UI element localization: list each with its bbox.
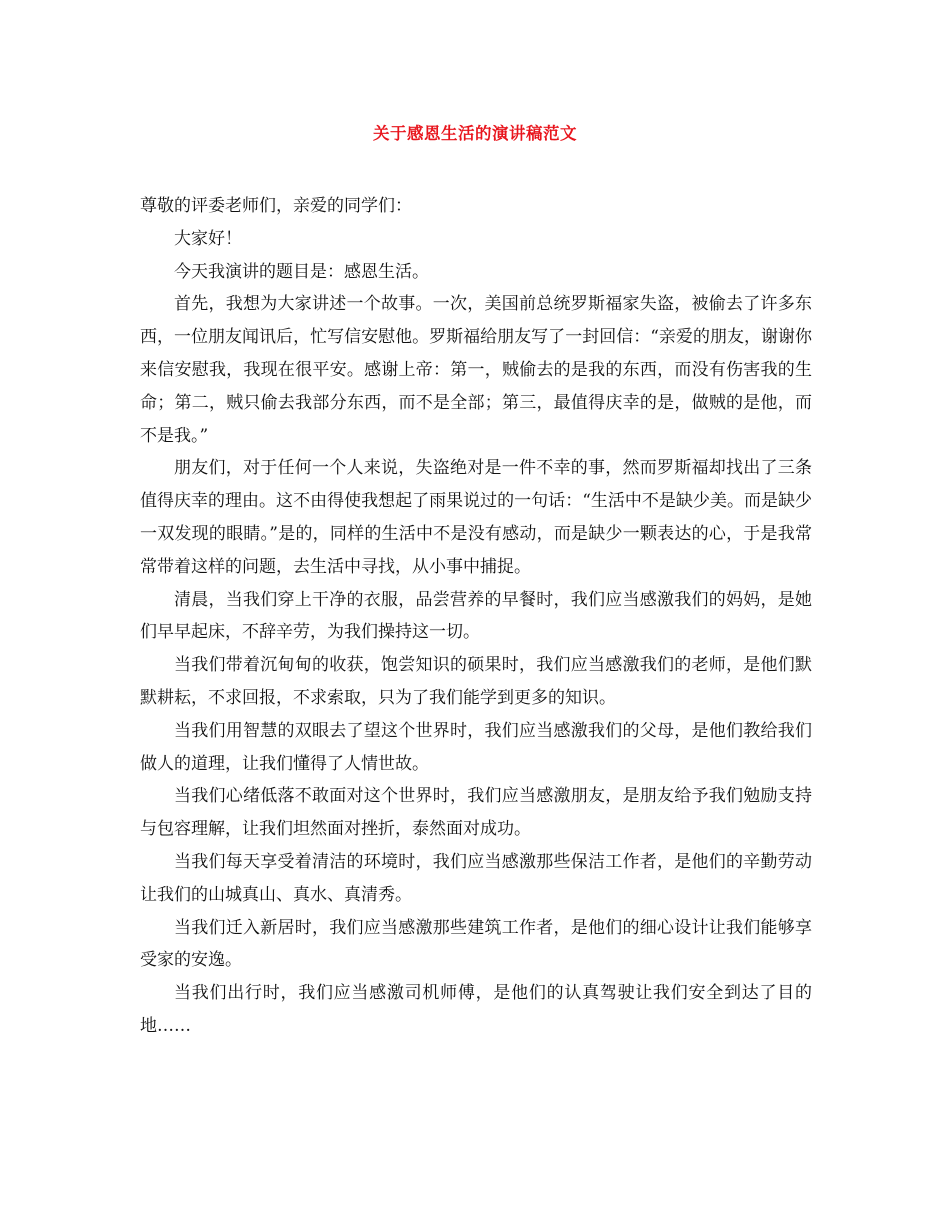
salutation: 尊敬的评委老师们，亲爱的同学们： [140, 196, 412, 216]
paragraph-drivers: 当我们出行时，我们应当感激司机师傅，是他们的认真驾驶让我们安全到达了目的地…… [140, 983, 812, 1036]
paragraph-topic: 今天我演讲的题目是：感恩生活。 [174, 261, 429, 282]
paragraph-parents: 当我们用智慧的双眼去了望这个世界时，我们应当感激我们的父母，是他们教给我们做人的道理，让我们懂得了人情世故。 [140, 720, 812, 774]
paragraph-cleaners: 当我们每天享受着清洁的环境时，我们应当感激那些保洁工作者，是他们的辛勤劳动让我们的山城真山、真水、真清秀。 [140, 851, 812, 905]
paragraph-greeting: 大家好！ [174, 228, 242, 249]
paragraph-mothers: 清晨，当我们穿上干净的衣服，品尝营养的早餐时，我们应当感激我们的妈妈，是她们早早起床，不辞辛劳，为我们操持这一切。 [140, 589, 812, 643]
paragraph-builders: 当我们迁入新居时，我们应当感激那些建筑工作者，是他们的细心设计让我们能够享受家的安逸。 [140, 917, 812, 971]
paragraph-teachers: 当我们带着沉甸甸的收获，饱尝知识的硕果时，我们应当感激我们的老师，是他们默默耕耘，不求回报，不求索取，只为了我们能学到更多的知识。 [140, 655, 812, 708]
paragraph-hugo-quote: 朋友们，对于任何一个人来说，失盗绝对是一件不幸的事，然而罗斯福却找出了三条值得庆幸的理由。这不由得使我想起了雨果说过的一句话：“生活中不是缺少美。而是缺少一双发现的眼睛。”是的，同样的生活中不是没有感动，而是缺少一颗表达的心，于是我常常带着这样的问题，去生活中寻找，从小事中捕捉。 [140, 458, 812, 577]
document-body [140, 190, 812, 1043]
paragraph-roosevelt-story: 首先，我想为大家讲述一个故事。一次，美国前总统罗斯福家失盗，被偷去了许多东西，一位朋友闻讯后，忙写信安慰他。罗斯福给朋友写了一封回信：“亲爱的朋友，谢谢你来信安慰我，我现在很平安。感谢上帝：第一，贼偷去的是我的东西，而没有伤害我的生命；第二，贼只偷去我部分东西，而不是全部；第三，最值得庆幸的是，做贼的是他，而不是我。” [140, 294, 812, 446]
document-title: 关于感恩生活的演讲稿范文 [373, 124, 577, 143]
paragraph-friends: 当我们心绪低落不敢面对这个世界时，我们应当感激朋友，是朋友给予我们勉励支持与包容理解，让我们坦然面对挫折，泰然面对成功。 [140, 786, 812, 840]
